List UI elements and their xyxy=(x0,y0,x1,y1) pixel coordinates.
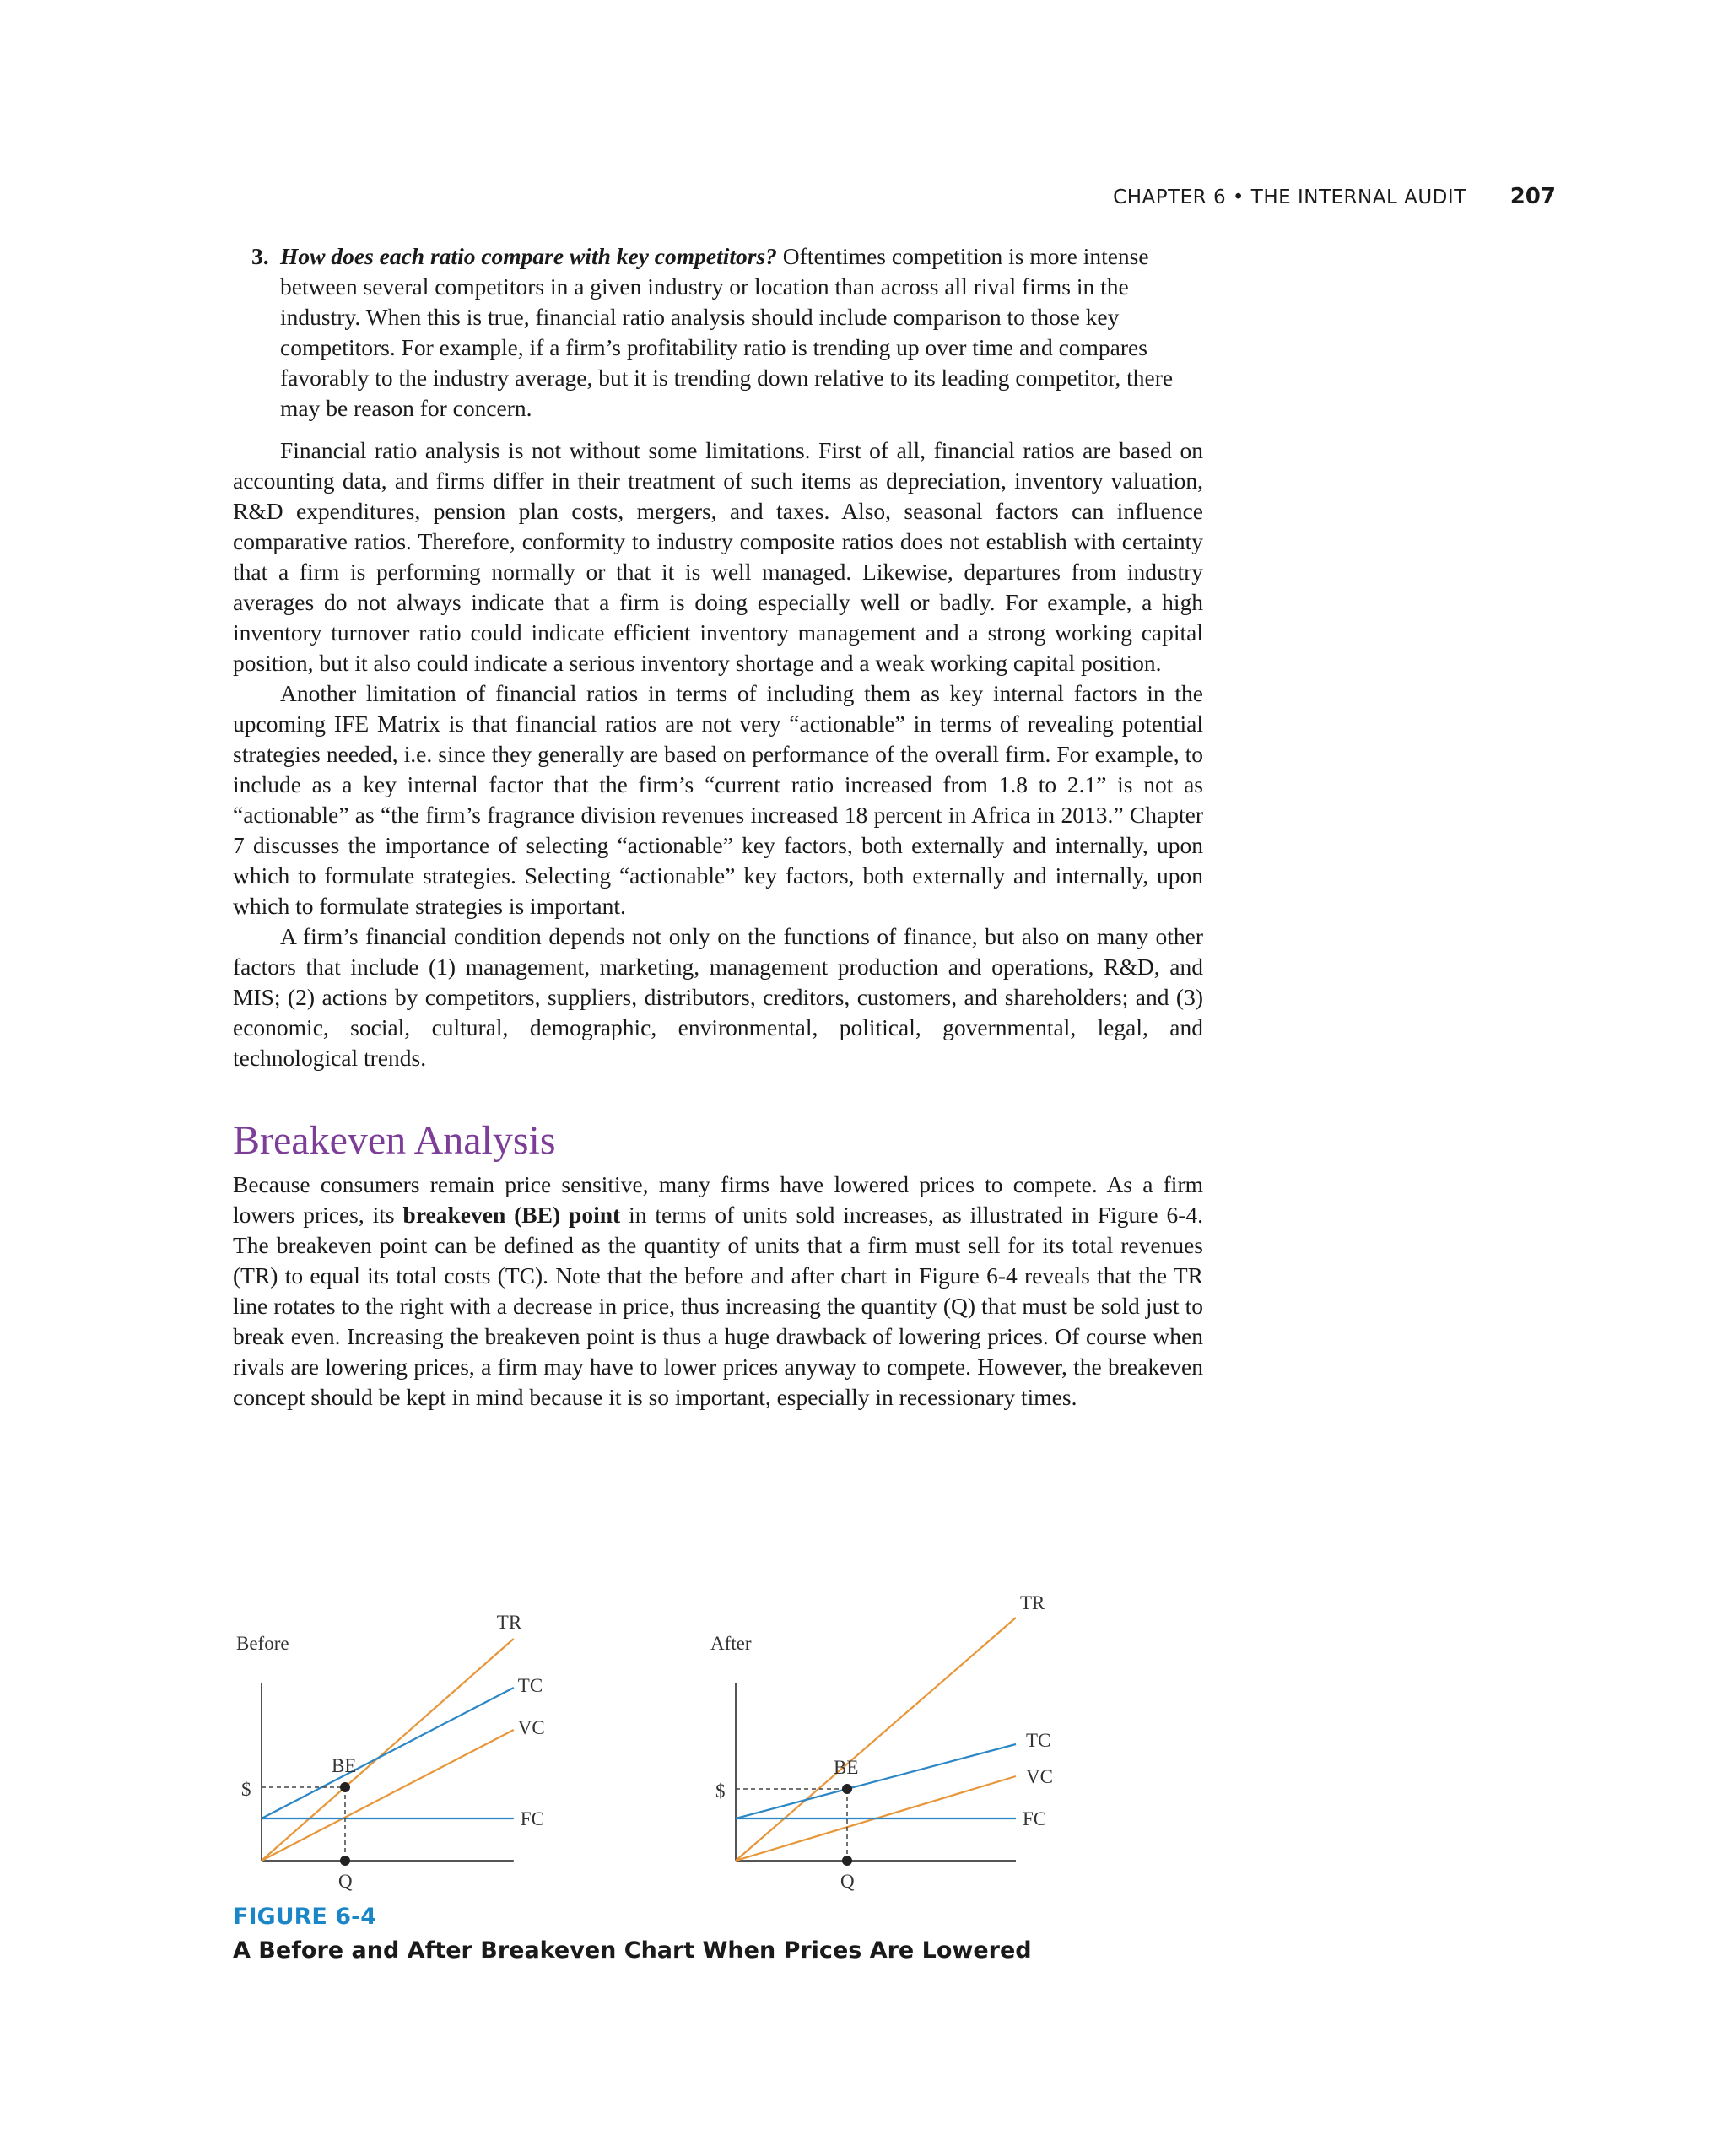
chapter-title: CHAPTER 6 • THE INTERNAL AUDIT xyxy=(1113,186,1466,208)
quantity-point xyxy=(340,1856,350,1866)
breakeven-figure xyxy=(228,1570,1156,1924)
quantity-point xyxy=(842,1856,852,1866)
series-line-tc xyxy=(736,1744,1016,1818)
list-number: 3. xyxy=(251,243,269,269)
section-heading: Breakeven Analysis xyxy=(233,1118,556,1163)
chart-title: Before xyxy=(236,1633,289,1654)
running-head xyxy=(1113,184,1556,209)
series-label-fc: FC xyxy=(1023,1808,1047,1829)
series-line-tc xyxy=(262,1688,514,1818)
series-label-vc: VC xyxy=(517,1717,545,1738)
list-question: How does each ratio compare with key competitors? xyxy=(280,243,777,269)
series-line-tr xyxy=(736,1618,1016,1861)
paragraph: A firm’s financial condition depends not only on the functions of finance, but also on many other factors that include (1) management, marketing, management production and operations, R&D, and MIS; (2) actions by competitors, suppliers, distributors, creditors, customers, and shareholders; and (3) economic, social, cultural, demographic, environmental, political, governmental, legal, and technological trends. xyxy=(233,923,1203,1071)
series-label-tr: TR xyxy=(496,1612,522,1633)
dollar-label: $ xyxy=(241,1779,251,1800)
body-text xyxy=(233,241,1203,1413)
series-label-fc: FC xyxy=(520,1808,544,1829)
paragraph: Another limitation of financial ratios in terms of including them as key internal factors in the upcoming IFE Matrix is that financial ratios are not very “actionable” in terms of revealing potential strategies needed, i.e. since they generally are based on performance of the overall firm. For example, to include as a key internal factor that the firm’s “current ratio increased from 1.8 to 2.1” is not as “actionable” as “the firm’s fragrance division revenues increased 18 percent in Africa in 2013.” Chapter 7 discusses the importance of selecting “actionable” key factors, both externally and internally, upon which to formulate strategies. Selecting “actionable” key factors, both externally and internally, upon which to formulate strategies is important. xyxy=(233,680,1203,919)
key-term: breakeven (BE) point xyxy=(402,1202,621,1228)
section-paragraph xyxy=(233,1170,1203,1413)
figure-title: A Before and After Breakeven Chart When Prices Are Lowered xyxy=(233,1937,1032,1964)
breakeven-point xyxy=(340,1782,350,1792)
series-label-tc: TC xyxy=(517,1675,543,1696)
paragraph-text: in terms of units sold increases, as illustrated in Figure 6-4. The breakeven point can be defined as the quantity of units that a firm must sell for its total revenues (TR) to equal its total costs (TC). Note that the before and after chart in Figure 6-4 reveals that the TR line rotates to the right with a decrease in price, thus increasing the quantity (Q) that must be sold just to break even. Increasing the breakeven point is thus a huge drawback of lowering prices. Of course when rivals are lowering prices, a firm may have to lower prices anyway to compete. However, the breakeven concept should be kept in mind because it is so important, especially in recessionary times. xyxy=(233,1202,1203,1410)
figure-caption xyxy=(233,1900,1032,1968)
paragraph-text: Because consumers remain price sensitive, many firms have lowered prices to compete. As a firm lowers prices, its xyxy=(233,1171,1203,1228)
dollar-label: $ xyxy=(716,1780,726,1802)
page-number: 207 xyxy=(1509,184,1556,209)
paragraph: Financial ratio analysis is not without some limitations. First of all, financial ratios are based on accounting data, and firms differ in their treatment of such items as depreciation, inventory valuation, R&D expenditures, pension plan costs, mergers, and taxes. Also, seasonal factors can influence comparative ratios. Therefore, conformity to industry composite ratios does not establish with certainty that a firm is performing normally or that it is well managed. Likewise, departures from industry averages do not always indicate that a firm is doing especially well or badly. For example, a high inventory turnover ratio could indicate efficient inventory management and a strong working capital position, but it also could indicate a serious inventory shortage and a weak working capital position. xyxy=(233,437,1203,676)
quantity-label: Q xyxy=(338,1871,353,1892)
figure-label: FIGURE 6-4 xyxy=(233,1904,376,1930)
chart-title: After xyxy=(710,1633,752,1654)
breakeven-label: BE xyxy=(834,1757,859,1778)
breakeven-point xyxy=(842,1784,852,1794)
series-label-vc: VC xyxy=(1026,1766,1053,1787)
numbered-list-item xyxy=(233,241,1203,424)
series-label-tc: TC xyxy=(1026,1730,1051,1751)
breakeven-label: BE xyxy=(332,1755,357,1776)
list-text: Oftentimes competition is more intense between several competitors in a given industry or location than across all rival firms in the industry. When this is true, financial ratio analysis should include comparison to those key competitors. For example, if a firm’s profitability ratio is trending up over time and compares favorably to the industry average, but it is trending down relative to its leading competitor, there may be reason for concern. xyxy=(280,243,1174,421)
breakeven-charts xyxy=(228,1570,1156,1924)
quantity-label: Q xyxy=(840,1871,855,1892)
series-label-tr: TR xyxy=(1020,1592,1045,1613)
